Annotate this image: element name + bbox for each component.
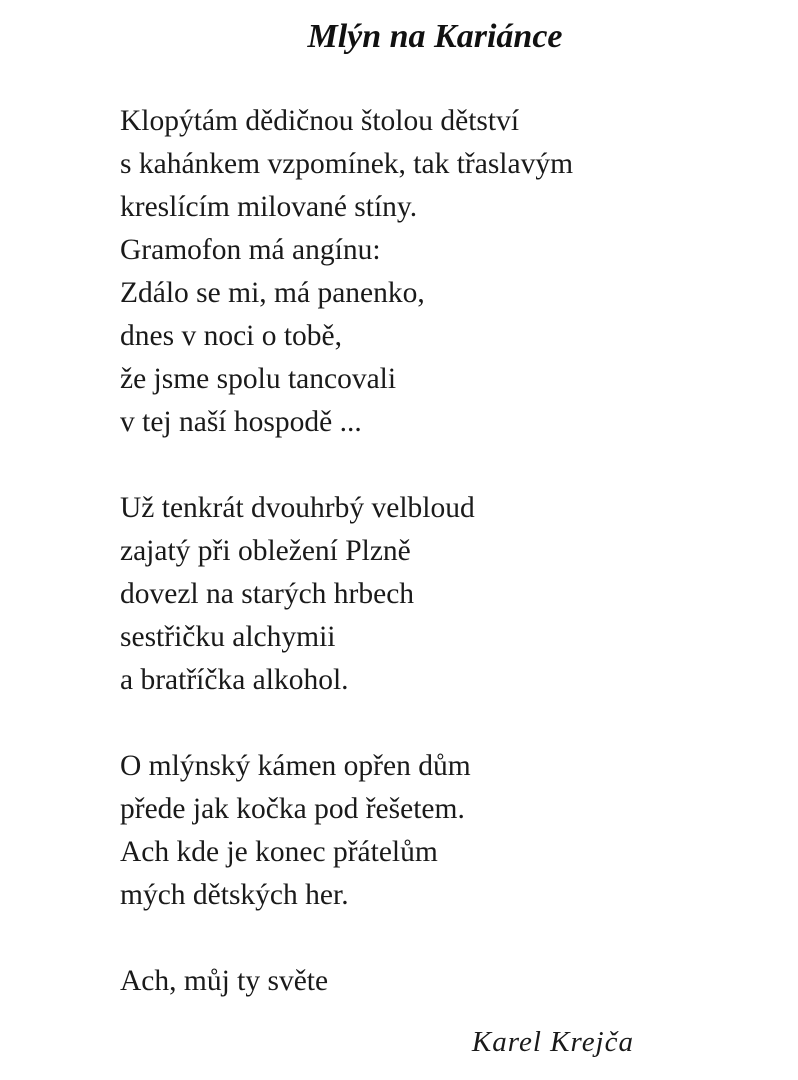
poem-line: že jsme spolu tancovali [120,363,397,395]
poem-line: Gramofon má angínu: [120,234,381,266]
poem-title: Mlýn na Kariánce [307,18,563,55]
poem-line: Ach, můj ty světe [120,965,329,997]
poem-line: sestřičku alchymii [120,621,336,653]
poem-line: s kahánkem vzpomínek, tak třaslavým [120,148,574,180]
poem-line: zajatý při obležení Plzně [120,535,411,567]
poem-line: Zdálo se mi, má panenko, [120,277,425,309]
poem-line: dnes v noci o tobě, [120,320,343,352]
poem-line: přede jak kočka pod řešetem. [120,793,465,825]
poem-line: Už tenkrát dvouhrbý velbloud [120,492,475,524]
poem-line: dovezl na starých hrbech [120,578,415,610]
poem-line: Ach kde je konec přátelům [120,836,438,868]
poem-line: kreslícím milované stíny. [120,191,418,223]
stanza-3 [120,745,760,917]
stanza-2 [120,487,760,702]
poem-line: v tej naší hospodě ... [120,406,362,438]
poem-line: O mlýnský kámen opřen dům [120,750,471,782]
poem-body [120,100,760,1046]
poem-line: mých dětských her. [120,879,349,911]
author-signature: Karel Krejča [471,1026,634,1058]
poem-line: a bratříčka alkohol. [120,664,349,696]
stanza-1 [120,100,760,444]
stanza-4 [120,960,760,1003]
poem-line: Klopýtám dědičnou štolou dětství [120,105,520,137]
